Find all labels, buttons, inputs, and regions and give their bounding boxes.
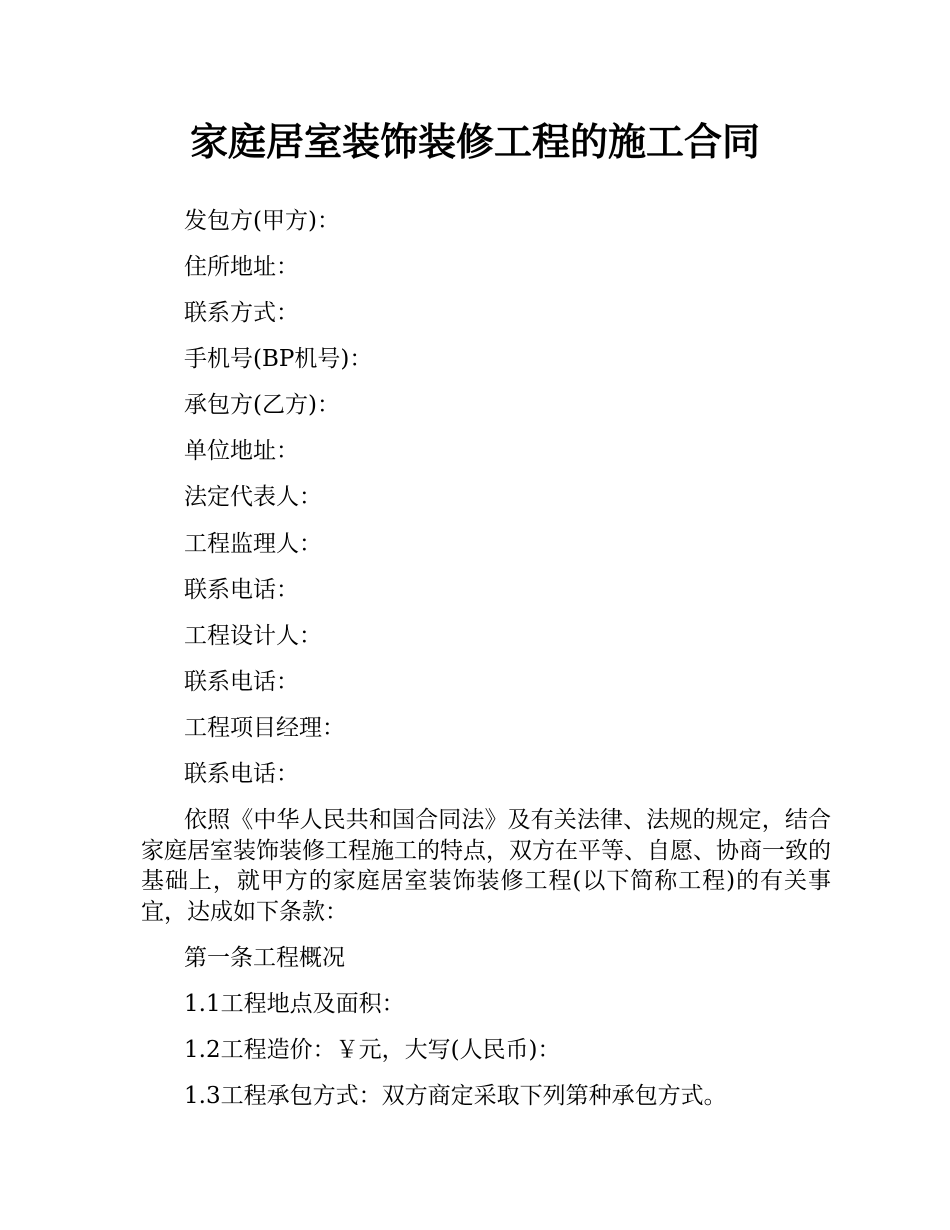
field-residence-address: 住所地址： — [184, 254, 299, 280]
clause-1-3: 1.3工程承包方式：双方商定采取下列第种承包方式。 — [184, 1083, 727, 1109]
clause-1-2: 1.2工程造价：￥元，大写(人民币)： — [184, 1037, 561, 1063]
field-supervisor-phone: 联系电话： — [184, 577, 299, 603]
field-employer: 发包方(甲方)： — [184, 208, 340, 234]
field-legal-representative: 法定代表人： — [184, 484, 322, 510]
field-project-supervisor: 工程监理人： — [184, 531, 322, 557]
article-1-heading: 第一条工程概况 — [184, 945, 345, 971]
document-title: 家庭居室装饰装修工程的施工合同 — [189, 120, 760, 164]
field-project-designer: 工程设计人： — [184, 623, 322, 649]
field-company-address: 单位地址： — [184, 438, 299, 464]
field-manager-phone: 联系电话： — [184, 761, 299, 787]
field-contact-method: 联系方式： — [184, 300, 299, 326]
clause-1-1: 1.1工程地点及面积： — [184, 991, 405, 1017]
intro-paragraph: 依照《中华人民共和国合同法》及有关法律、法规的规定，结合家庭居室装饰装修工程施工的特点，双方在平等、自愿、协商一致的基础上，就甲方的家庭居室装饰装修工程(以下简称工程)的有关事宜，达成如下条款： — [141, 807, 831, 925]
field-contractor: 承包方(乙方)： — [184, 392, 340, 418]
field-designer-phone: 联系电话： — [184, 669, 299, 695]
field-project-manager: 工程项目经理： — [184, 715, 345, 741]
field-mobile-number: 手机号(BP机号)： — [184, 346, 373, 372]
